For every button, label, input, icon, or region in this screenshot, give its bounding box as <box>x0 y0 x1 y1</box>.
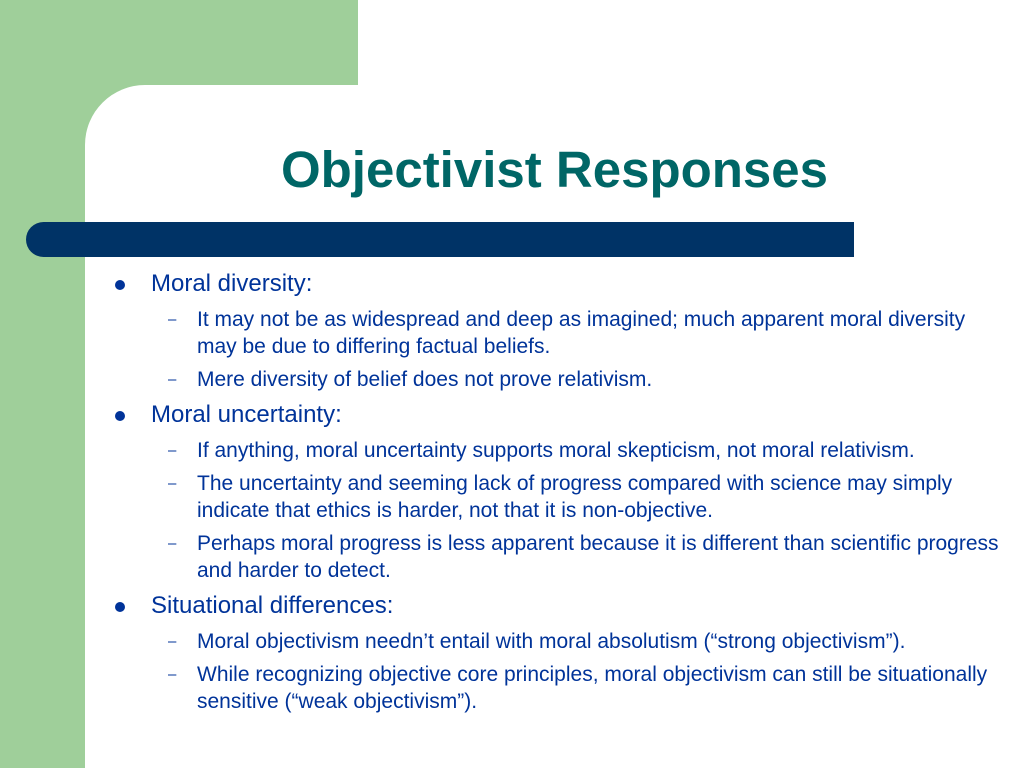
sub-bullet-text: It may not be as widespread and deep as imagined; much apparent moral diversity may be due to differing factual beliefs. <box>197 308 966 358</box>
sub-bullet-text: Perhaps moral progress is less apparent because it is different than scientific progress and harder to detect. <box>197 532 999 582</box>
bullet-item <box>106 590 1006 622</box>
sub-bullet-text: If anything, moral uncertainty supports moral skepticism, not moral relativism. <box>197 439 915 462</box>
bullet-label: Moral diversity: <box>151 270 313 297</box>
sub-bullet-item <box>106 628 1006 655</box>
dash-marker: – <box>168 371 177 388</box>
bullet-item <box>106 268 1006 300</box>
sub-bullet-item <box>106 306 1006 360</box>
dash-marker: – <box>168 535 177 552</box>
sub-bullet-item <box>106 470 1006 524</box>
sub-bullet-item <box>106 366 1006 393</box>
bullet-label: Situational differences: <box>151 592 394 619</box>
dash-marker: – <box>168 633 177 650</box>
sub-bullet-item <box>106 661 1006 715</box>
bullet-dot-icon <box>115 280 125 290</box>
sub-bullet-item <box>106 530 1006 584</box>
slide-body <box>106 268 1006 715</box>
bullet-dot-icon <box>115 602 125 612</box>
sub-bullet-text: Moral objectivism needn’t entail with moral absolutism (“strong objectivism”). <box>197 630 906 653</box>
bullet-item <box>106 399 1006 431</box>
sub-bullet-text: While recognizing objective core principles, moral objectivism can still be situationally sensitive (“weak objectivism”). <box>197 663 988 713</box>
title-underline-bar <box>26 222 854 257</box>
bullet-label: Moral uncertainty: <box>151 401 342 428</box>
sub-bullet-text: Mere diversity of belief does not prove relativism. <box>197 368 653 391</box>
sub-bullet-item <box>106 437 1006 464</box>
dash-marker: – <box>168 666 177 683</box>
bullet-dot-icon <box>115 411 125 421</box>
dash-marker: – <box>168 311 177 328</box>
sub-bullet-text: The uncertainty and seeming lack of progress compared with science may simply indicate that ethics is harder, not that it is non-objective. <box>197 472 953 522</box>
dash-marker: – <box>168 442 177 459</box>
dash-marker: – <box>168 475 177 492</box>
slide-title: Objectivist Responses <box>280 141 829 198</box>
